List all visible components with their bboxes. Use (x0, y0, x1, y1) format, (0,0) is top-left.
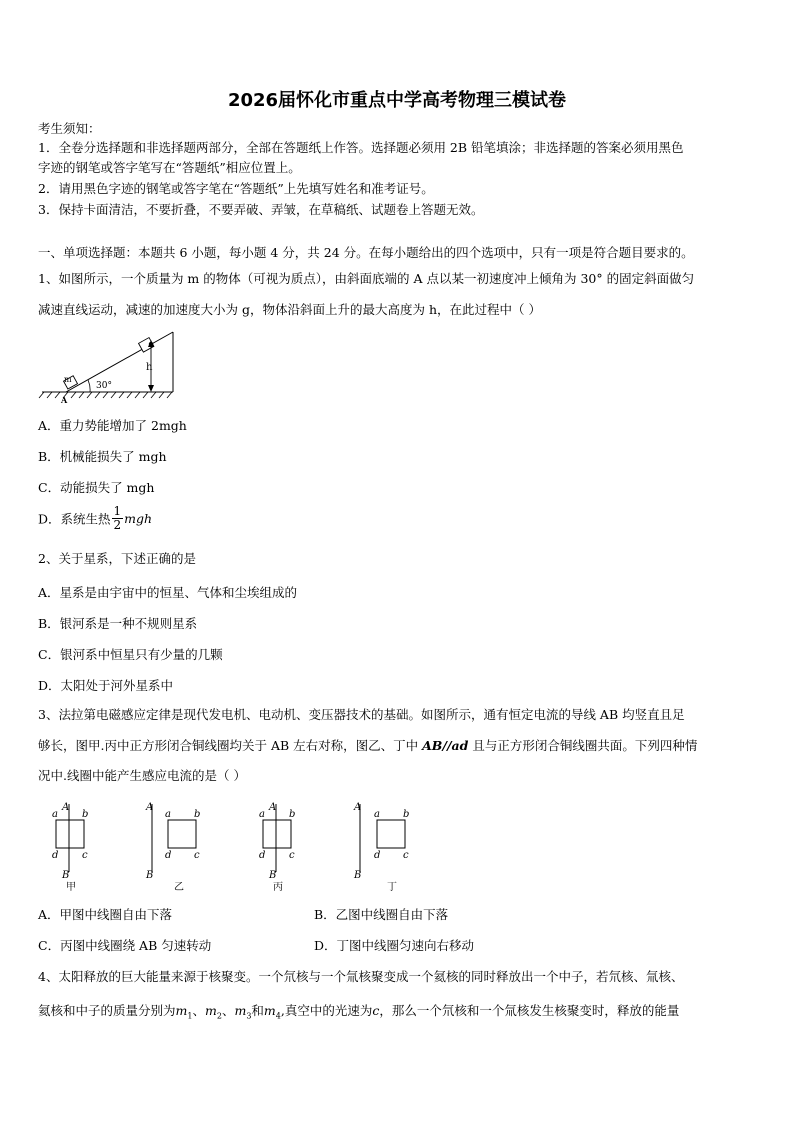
bing-label-a: a (259, 809, 265, 820)
notice-item-1: 1．全卷分选择题和非选择题两部分，全部在答题纸上作答。选择题必须用 2B 铅笔填涂；非选择题的答案必须用黑色 (38, 140, 684, 155)
ding-label-d: d (374, 850, 381, 861)
yi-label-d: d (165, 850, 172, 861)
yi-label-a: a (165, 809, 171, 820)
q1-option-b: B．机械能损失了 mgh (38, 449, 167, 464)
q3-option-b: B．乙图中线圈自由下落 (314, 907, 449, 922)
mass-m3: m (234, 1003, 247, 1018)
jia-label-a: a (52, 809, 58, 820)
q1-option-a: A．重力势能增加了 2mgh (38, 418, 187, 433)
sep-2: 、 (221, 1003, 235, 1018)
q1-option-d-suffix: mgh (124, 511, 153, 526)
q3-stem-line1: 3、法拉第电磁感应定律是现代发电机、电动机、变压器技术的基础。如图所示，通有恒定电流的导线 AB 均竖直且足 (38, 707, 685, 722)
q3-stem-formula: AB//ad (422, 738, 469, 753)
q1-incline-figure (38, 330, 198, 405)
mass-m3-sub: 3 (246, 1011, 252, 1021)
bing-caption: 丙 (273, 882, 283, 893)
q1-option-d (38, 505, 152, 532)
bing-label-c: c (289, 850, 295, 861)
fraction-denominator: 2 (113, 518, 122, 532)
mass-m1: m (175, 1003, 188, 1018)
sep-1: 、 (192, 1003, 205, 1018)
bing-label-d: d (259, 850, 266, 861)
yi-label-c: c (194, 850, 200, 861)
yi-label-A: A (146, 802, 154, 813)
fraction-numerator: 1 (113, 504, 122, 518)
q2-option-c: C．银河系中恒星只有少量的几颗 (38, 647, 223, 662)
jia-label-b: b (82, 809, 89, 820)
jia-label-d: d (52, 850, 59, 861)
mass-m4: m (263, 1003, 276, 1018)
q1-option-d-prefix: D．系统生热 (38, 511, 111, 527)
notice-item-3: 3．保持卡面清洁，不要折叠，不要弄破、弄皱，在草稿纸、试题卷上答题无效。 (38, 202, 484, 217)
and-text: 和 (251, 1003, 264, 1018)
q1-stem-line1: 1、如图所示，一个质量为 m 的物体（可视为质点），由斜面底端的 A 点以某一初速度冲上倾角为 30° 的固定斜面做匀 (38, 271, 695, 286)
mass-m2: m (204, 1003, 217, 1018)
q4-line2-a: 氦核和中子的质量分别为 (38, 1003, 176, 1018)
ding-label-A: A (354, 802, 362, 813)
light-speed-c: c (372, 1003, 380, 1018)
label-height: h (146, 362, 153, 373)
q4-line2-c: ，那么一个氘核和一个氚核发生核聚变时，释放的能量 (379, 1003, 680, 1018)
q4-line2-b: ,真空中的光速为 (280, 1003, 373, 1018)
notice-item-2: 2．请用黑色字迹的钢笔或答字笔在“答题纸”上先填写姓名和准考证号。 (38, 181, 434, 196)
q3-stem-line2 (38, 738, 758, 754)
label-angle: 30° (96, 381, 112, 391)
q2-option-a: A．星系是由宇宙中的恒星、气体和尘埃组成的 (38, 585, 298, 600)
bing-label-b: b (289, 809, 296, 820)
q4-stem-line1: 4、太阳释放的巨大能量来源于核聚变。一个氘核与一个氚核聚变成一个氦核的同时释放出一个中子，若氘核、氚核、 (38, 969, 684, 984)
ding-label-c: c (403, 850, 409, 861)
yi-caption: 乙 (174, 882, 184, 893)
q3-stem-line2-c: 且与正方形闭合铜线圈共面。下列四种情 (468, 738, 698, 753)
notice-heading: 考生须知： (38, 121, 101, 136)
jia-label-B: B (62, 870, 70, 881)
q4-stem-line2 (38, 1003, 758, 1025)
mass-m4-sub: 4 (275, 1011, 281, 1021)
q2-stem: 2、关于星系，下述正确的是 (38, 551, 196, 566)
q1-stem-line2: 减速直线运动，减速的加速度大小为 g，物体沿斜面上升的最大高度为 h，在此过程中（ ） (38, 302, 541, 317)
q3-coil-figures (44, 798, 424, 894)
q2-option-b: B．银河系是一种不规则星系 (38, 616, 198, 631)
q3-option-d: D．丁图中线圈匀速向右移动 (314, 938, 475, 953)
page-title: 2026届怀化市重点中学高考物理三模试卷 (227, 90, 567, 111)
jia-caption: 甲 (66, 882, 76, 893)
jia-label-A: A (62, 802, 70, 813)
ding-caption: 丁 (387, 882, 397, 893)
bing-label-A: A (269, 802, 277, 813)
q3-stem-line2-a: 够长，图甲.丙中正方形闭合铜线圈均关于 AB 左右对称，图乙、丁中 (38, 738, 423, 753)
ding-label-b: b (403, 809, 410, 820)
yi-label-B: B (146, 870, 154, 881)
label-mass: m (64, 375, 72, 384)
incline-surface (66, 332, 173, 392)
jia-label-c: c (82, 850, 88, 861)
ding-label-B: B (354, 870, 362, 881)
ding-label-a: a (374, 809, 380, 820)
yi-label-b: b (194, 809, 201, 820)
mass-m2-sub: 2 (216, 1011, 222, 1021)
bing-label-B: B (269, 870, 277, 881)
q3-option-a: A．甲图中线圈自由下落 (38, 907, 173, 922)
mass-m1-sub: 1 (187, 1011, 193, 1021)
label-point-a: A (61, 395, 68, 405)
fraction-one-half (112, 505, 124, 532)
section-heading: 一、单项选择题：本题共 6 小题，每小题 4 分，共 24 分。在每小题给出的四个选项中，只有一项是符合题目要求的。 (38, 245, 694, 260)
q1-option-c: C．动能损失了 mgh (38, 480, 155, 495)
q3-stem-line3: 况中.线圈中能产生感应电流的是（ ） (38, 768, 246, 783)
q3-option-c: C．丙图中线圈绕 AB 匀速转动 (38, 938, 212, 953)
notice-item-1-cont: 字迹的钢笔或答字笔写在“答题纸”相应位置上。 (38, 160, 301, 175)
q2-option-d: D．太阳处于河外星系中 (38, 678, 174, 693)
